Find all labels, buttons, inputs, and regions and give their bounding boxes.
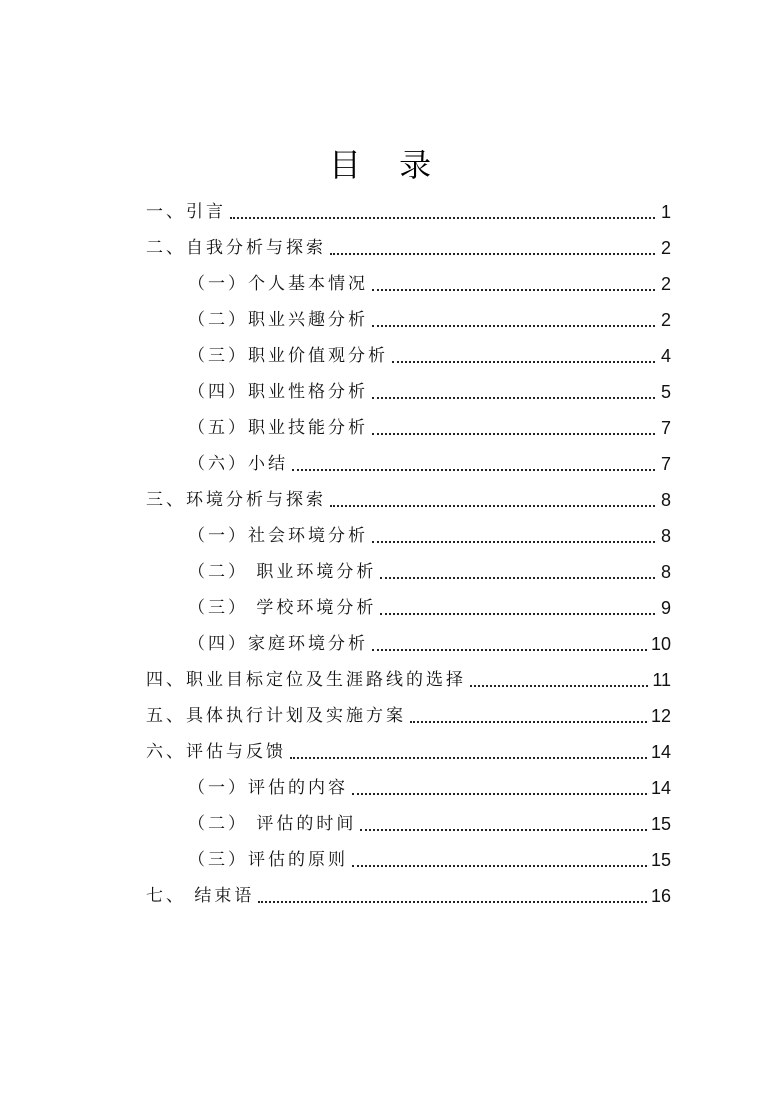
toc-entry[interactable]: [146, 728, 671, 762]
toc-page-number: 8: [660, 562, 671, 582]
toc-entry-label: （一）评估的内容: [188, 778, 348, 798]
toc-entry-label: 三、环境分析与探索: [146, 490, 326, 510]
dot-leader: [372, 541, 655, 543]
toc-entry-label: （三）职业价值观分析: [188, 346, 388, 366]
toc-entry[interactable]: [188, 800, 671, 834]
toc-entry[interactable]: [188, 440, 671, 474]
toc-page-number: 10: [650, 634, 671, 654]
toc-page-number: 12: [650, 706, 671, 726]
toc-page-number: 7: [660, 418, 671, 438]
dot-leader: [352, 865, 647, 867]
dot-leader: [372, 325, 655, 327]
toc-entry[interactable]: [188, 512, 671, 546]
toc-entry[interactable]: [188, 404, 671, 438]
dot-leader: [410, 721, 647, 723]
toc-entry-label: 五、具体执行计划及实施方案: [146, 706, 406, 726]
toc-entry-label: （五）职业技能分析: [188, 418, 368, 438]
dot-leader: [372, 397, 655, 399]
toc-page-number: 4: [660, 346, 671, 366]
toc-entry[interactable]: [146, 656, 671, 690]
dot-leader: [380, 577, 655, 579]
dot-leader: [380, 613, 655, 615]
toc-entry-label: 四、职业目标定位及生涯路线的选择: [146, 670, 466, 690]
dot-leader: [360, 829, 647, 831]
toc-entry[interactable]: [146, 872, 671, 906]
toc-page-number: 9: [660, 598, 671, 618]
toc-entry-label: （二）职业兴趣分析: [188, 310, 368, 330]
toc-entry-label: 二、自我分析与探索: [146, 238, 326, 258]
toc-entry[interactable]: [188, 548, 671, 582]
toc-page-number: 2: [660, 238, 671, 258]
toc-page-number: 14: [650, 778, 671, 798]
dot-leader: [330, 253, 655, 255]
toc-entry-label: （二） 职业环境分析: [188, 562, 377, 582]
toc-entry-label: （四）家庭环境分析: [188, 634, 368, 654]
dot-leader: [470, 685, 648, 687]
toc-page-number: 15: [650, 850, 671, 870]
toc-entry[interactable]: [188, 836, 671, 870]
dot-leader: [372, 433, 655, 435]
toc-entry-label: 一、引言: [146, 202, 226, 222]
toc-entry-label: 六、评估与反馈: [146, 742, 286, 762]
toc-page-number: 8: [660, 526, 671, 546]
toc-entry[interactable]: [188, 260, 671, 294]
toc-page-number: 2: [660, 274, 671, 294]
toc-page-number: 7: [660, 454, 671, 474]
dot-leader: [258, 901, 647, 903]
dot-leader: [290, 757, 647, 759]
toc-entry[interactable]: [146, 476, 671, 510]
toc-entry[interactable]: [188, 764, 671, 798]
toc-entry-label: （一）个人基本情况: [188, 274, 368, 294]
toc-entry-label: （六）小结: [188, 454, 288, 474]
toc-entry-label: （二） 评估的时间: [188, 814, 357, 834]
toc-entry-label: （一）社会环境分析: [188, 526, 368, 546]
dot-leader: [330, 505, 655, 507]
toc-page-number: 14: [650, 742, 671, 762]
dot-leader: [372, 649, 647, 651]
toc-entry-label: 七、 结束语: [146, 886, 255, 906]
toc-entry-label: （三） 学校环境分析: [188, 598, 377, 618]
toc-entry[interactable]: [188, 332, 671, 366]
toc-page-number: 5: [660, 382, 671, 402]
dot-leader: [372, 289, 655, 291]
dot-leader: [292, 469, 655, 471]
dot-leader: [392, 361, 655, 363]
toc-entry[interactable]: [188, 368, 671, 402]
toc-entry[interactable]: [188, 620, 671, 654]
toc-entry[interactable]: [188, 296, 671, 330]
toc-page-number: 16: [650, 886, 671, 906]
dot-leader: [230, 217, 655, 219]
dot-leader: [352, 793, 647, 795]
toc-entry-label: （三）评估的原则: [188, 850, 348, 870]
toc-page-number: 2: [660, 310, 671, 330]
toc-entry[interactable]: [146, 692, 671, 726]
toc-entry-label: （四）职业性格分析: [188, 382, 368, 402]
toc-page-number: 11: [652, 670, 671, 690]
toc-page-number: 8: [660, 490, 671, 510]
toc-title: 目 录: [328, 146, 446, 184]
toc-entry[interactable]: [188, 584, 671, 618]
toc-page-number: 1: [660, 202, 671, 222]
toc-entry[interactable]: [146, 188, 671, 222]
toc-entry[interactable]: [146, 224, 671, 258]
toc-page-number: 15: [650, 814, 671, 834]
